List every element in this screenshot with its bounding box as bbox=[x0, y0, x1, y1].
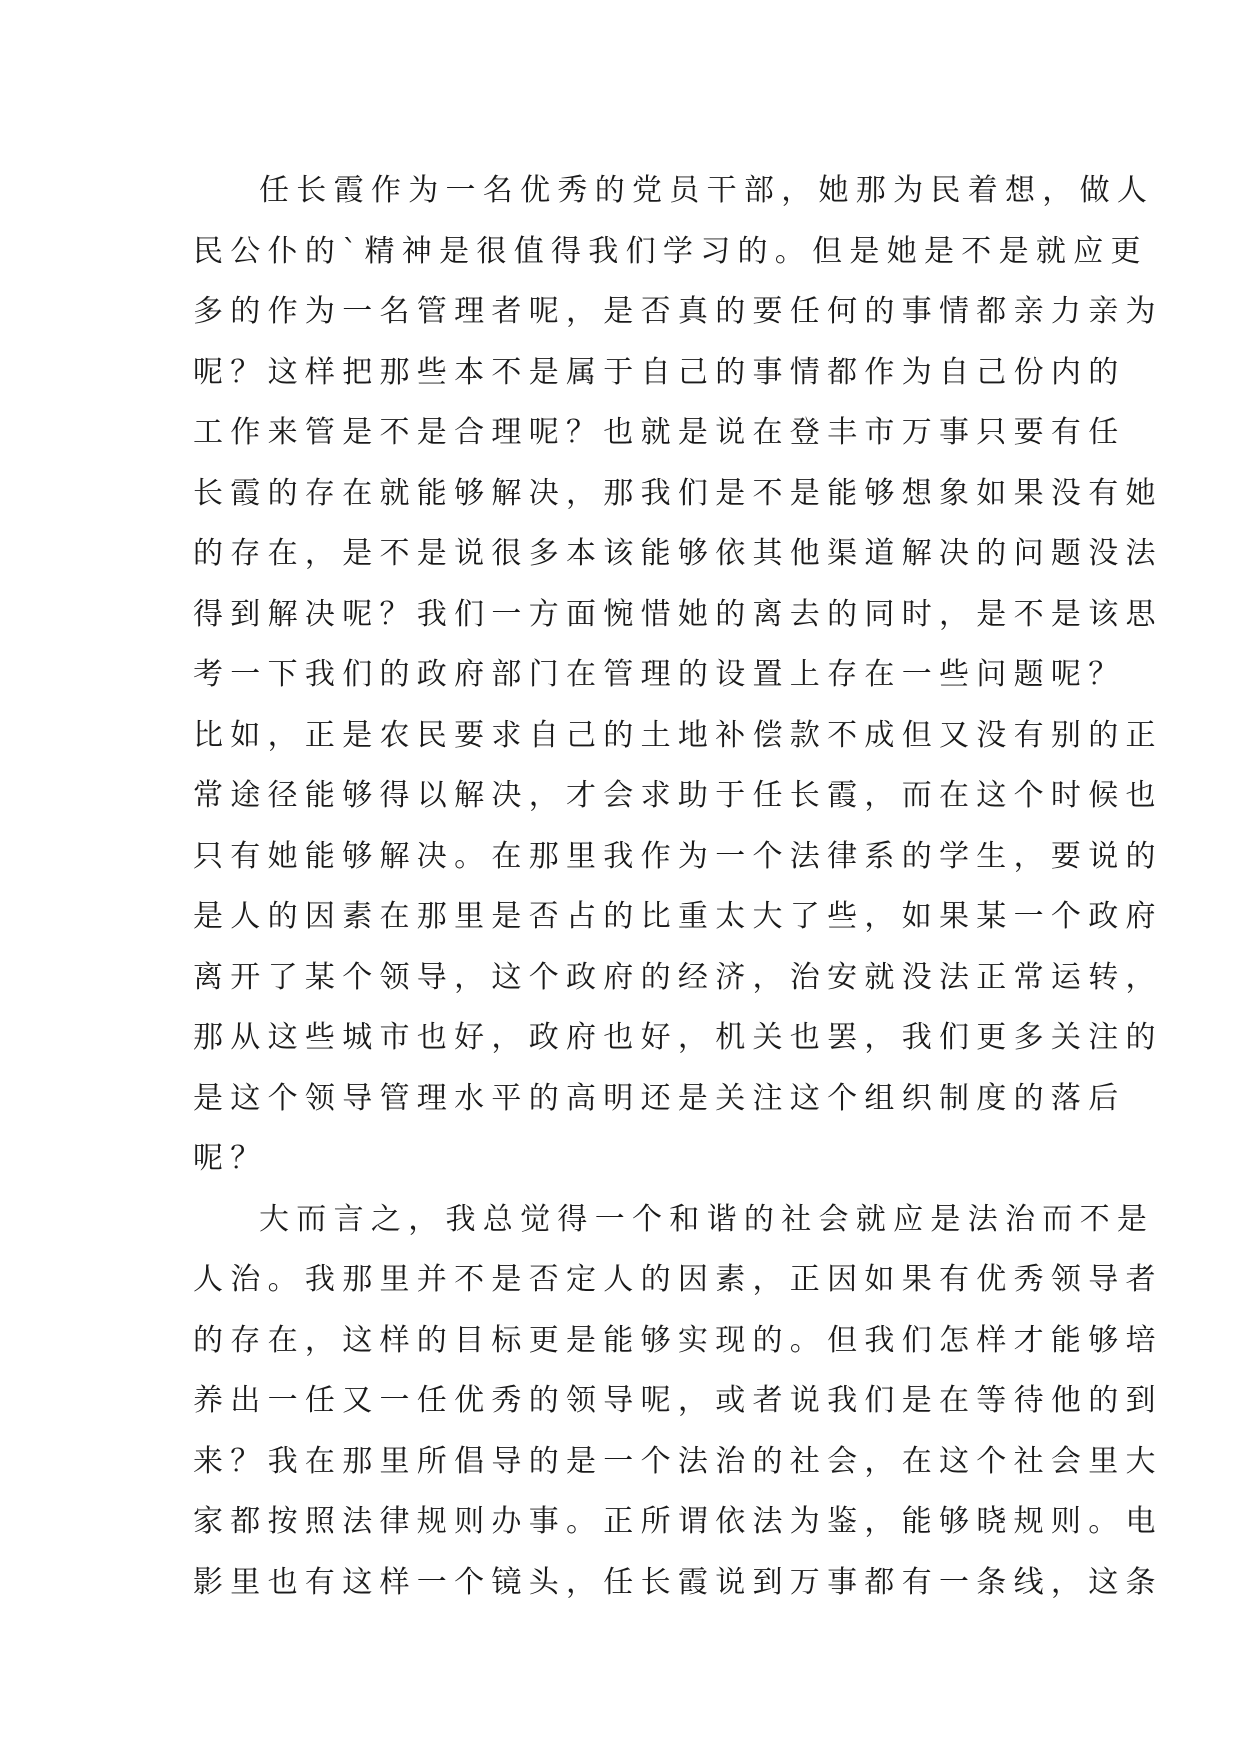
paragraph-line: 的存在，是不是说很多本该能够依其他渠道解决的问题没法 bbox=[193, 536, 1163, 571]
paragraph-line: 常途径能够得以解决，才会求助于任长霞，而在这个时候也 bbox=[193, 778, 1163, 813]
paragraph-line: 离开了某个领导，这个政府的经济，治安就没法正常运转， bbox=[193, 959, 1163, 995]
paragraph-line: 任长霞作为一名优秀的党员干部，她那为民着想，做人 bbox=[259, 173, 1155, 208]
paragraph-line: 那从这些城市也好，政府也好，机关也罢，我们更多关注的 bbox=[193, 1020, 1163, 1055]
paragraph-line: 呢？这样把那些本不是属于自己的事情都作为自己份内的 bbox=[193, 354, 1126, 390]
paragraph-line: 民公仆的`精神是很值得我们学习的。但是她是不是就应更 bbox=[193, 233, 1148, 269]
paragraph-2 bbox=[193, 1190, 1163, 1614]
paragraph-1 bbox=[193, 161, 1163, 1190]
paragraph-line: 是人的因素在那里是否占的比重太大了些，如果某一个政府 bbox=[193, 899, 1163, 934]
paragraph-line: 得到解决呢？我们一方面惋惜她的离去的同时，是不是该思 bbox=[193, 596, 1163, 632]
paragraph-line: 是这个领导管理水平的高明还是关注这个组织制度的落后 bbox=[193, 1080, 1126, 1116]
paragraph-line: 人治。我那里并不是否定人的因素，正因如果有优秀领导者 bbox=[193, 1262, 1163, 1297]
paragraph-line: 影里也有这样一个镜头，任长霞说到万事都有一条线，这条 bbox=[193, 1564, 1163, 1600]
paragraph-line: 来？我在那里所倡导的是一个法治的社会，在这个社会里大 bbox=[193, 1443, 1163, 1479]
paragraph-line: 比如，正是农民要求自己的土地补偿款不成但又没有别的正 bbox=[193, 717, 1163, 753]
paragraph-line: 工作来管是不是合理呢？也就是说在登丰市万事只要有任 bbox=[193, 415, 1126, 450]
paragraph-line: 长霞的存在就能够解决，那我们是不是能够想象如果没有她 bbox=[193, 475, 1163, 511]
paragraph-line: 呢？ bbox=[193, 1141, 268, 1176]
paragraph-line: 考一下我们的政府部门在管理的设置上存在一些问题呢？ bbox=[193, 657, 1126, 692]
paragraph-line: 养出一任又一任优秀的领导呢，或者说我们是在等待他的到 bbox=[193, 1383, 1163, 1418]
paragraph-line: 只有她能够解决。在那里我作为一个法律系的学生，要说的 bbox=[193, 838, 1163, 874]
paragraph-line: 多的作为一名管理者呢，是否真的要任何的事情都亲力亲为 bbox=[193, 294, 1163, 329]
paragraph-line: 家都按照法律规则办事。正所谓依法为鉴，能够晓规则。电 bbox=[193, 1504, 1163, 1539]
paragraph-line: 大而言之，我总觉得一个和谐的社会就应是法治而不是 bbox=[259, 1201, 1155, 1237]
paragraph-line: 的存在，这样的目标更是能够实现的。但我们怎样才能够培 bbox=[193, 1322, 1163, 1358]
document-body bbox=[193, 161, 1163, 1613]
